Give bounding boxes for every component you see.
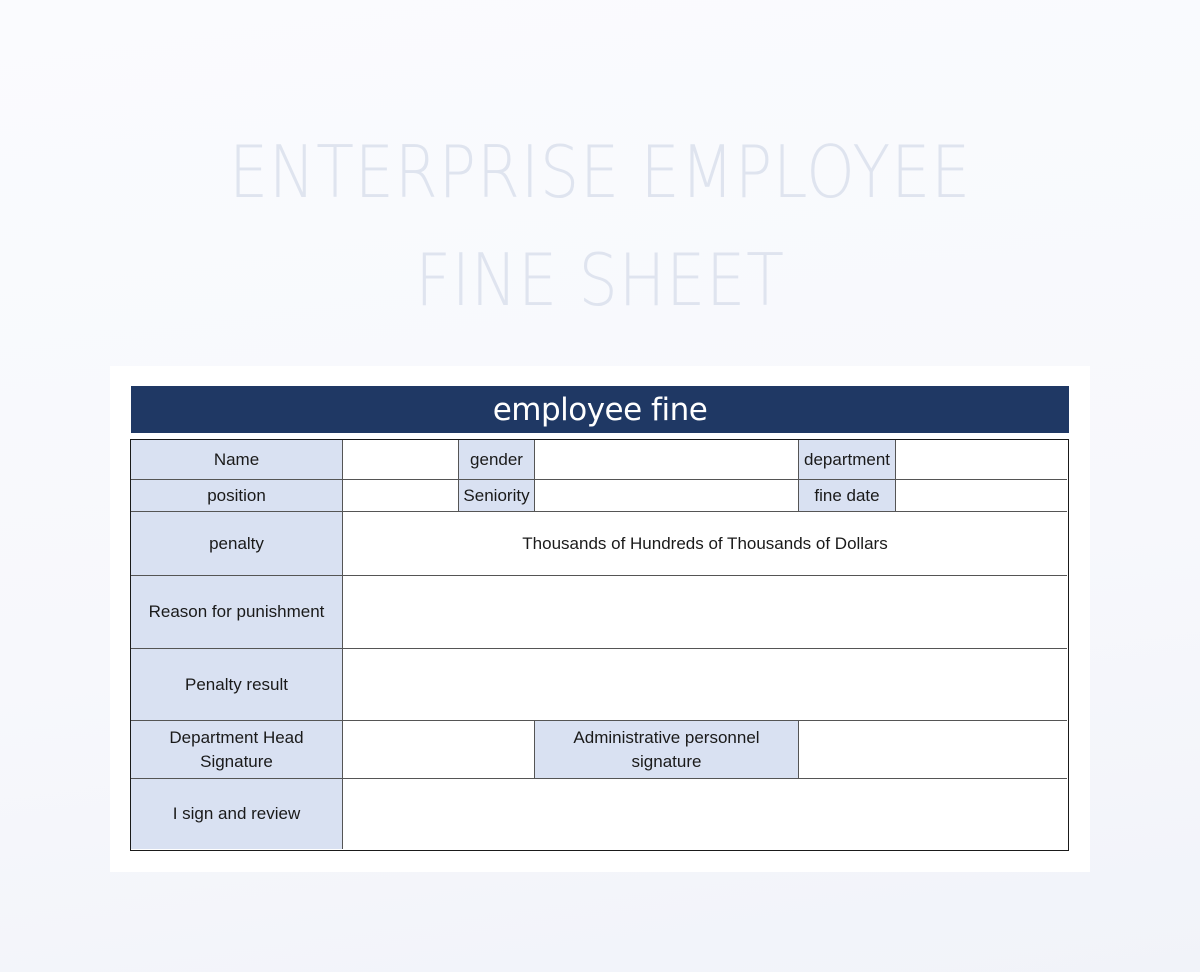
- dept-head-signature-label: Department Head Signature: [131, 721, 343, 779]
- dept-head-signature-field[interactable]: [343, 721, 535, 779]
- seniority-field[interactable]: [535, 480, 799, 512]
- department-label: department: [799, 440, 896, 480]
- form-header: employee fine: [131, 386, 1069, 433]
- name-field[interactable]: [343, 440, 459, 480]
- fine-form-table: [130, 439, 1069, 851]
- fine-date-label: fine date: [799, 480, 896, 512]
- position-field[interactable]: [343, 480, 459, 512]
- penalty-label: penalty: [131, 512, 343, 576]
- fine-date-field[interactable]: [896, 480, 1067, 512]
- position-label: position: [131, 480, 343, 512]
- name-label: Name: [131, 440, 343, 480]
- page-title-line-1: ENTERPRISE EMPLOYEE: [228, 130, 972, 214]
- penalty-field[interactable]: Thousands of Hundreds of Thousands of Dollars: [343, 512, 1067, 576]
- reason-field[interactable]: [343, 576, 1067, 649]
- penalty-result-field[interactable]: [343, 649, 1067, 721]
- page-title-line-2: FINE SHEET: [415, 238, 785, 322]
- penalty-result-label: Penalty result: [131, 649, 343, 721]
- page-title: [84, 118, 1116, 334]
- form-card: [110, 366, 1090, 872]
- gender-label: gender: [459, 440, 535, 480]
- sign-review-field[interactable]: [343, 779, 1067, 849]
- sign-review-label: I sign and review: [131, 779, 343, 849]
- reason-label: Reason for punishment: [131, 576, 343, 649]
- admin-signature-label: Administrative personnel signature: [535, 721, 799, 779]
- seniority-label: Seniority: [459, 480, 535, 512]
- department-field[interactable]: [896, 440, 1067, 480]
- admin-signature-field[interactable]: [799, 721, 1067, 779]
- gender-field[interactable]: [535, 440, 799, 480]
